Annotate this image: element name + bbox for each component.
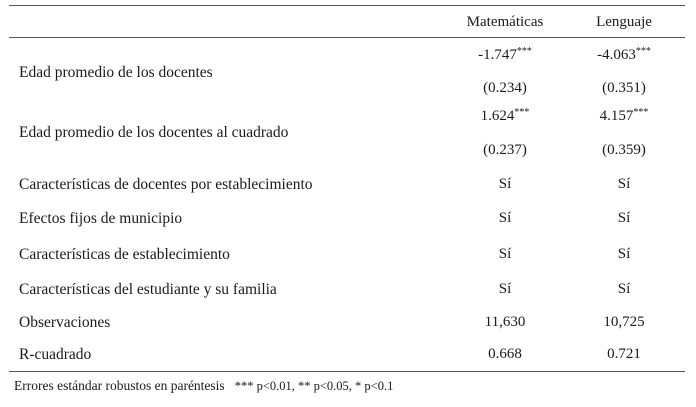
se-edad2-matematicas: (0.237) [483,142,527,158]
row-label-efectos-fijos: Efectos fijos de municipio [19,210,183,227]
column-header-matematicas: Matemáticas [466,14,544,30]
value-r2-lenguaje: 0.721 [607,346,641,362]
coef-stars: *** [635,46,651,57]
coef-edad2-lenguaje [600,109,649,124]
coef-stars: *** [633,107,649,118]
row-label-observaciones: Observaciones [19,314,111,331]
value-efectos-lenguaje: Sí [617,210,631,226]
coef-stars: *** [514,107,530,118]
value-observaciones-matematicas: 11,630 [484,314,526,330]
coef-value: 1.624 [480,108,515,124]
value-estudiante-lenguaje: Sí [617,281,631,297]
table-footnote [14,378,393,394]
footnote-text: Errores estándar robustos en paréntesis [14,378,225,393]
row-label-caracteristicas-estudiante: Características del estudiante y su familia [19,281,277,298]
footnote-significance: *** p<0.01, ** p<0.05, * p<0.1 [234,379,394,393]
row-label-edad-promedio: Edad promedio de los docentes [19,64,213,81]
coef-value: -1.747 [478,47,517,63]
table-top-rule [9,5,685,6]
coef-edad2-matematicas [481,109,530,124]
value-r2-matematicas: 0.668 [488,346,522,362]
value-estudiante-matematicas: Sí [498,281,512,297]
table-bottom-rule [9,371,685,372]
row-label-r-cuadrado: R-cuadrado [19,346,92,363]
column-header-lenguaje: Lenguaje [596,14,652,30]
coef-value: 4.157 [599,108,634,124]
value-establecimiento-lenguaje: Sí [617,246,631,262]
coef-stars: *** [516,46,532,57]
table-header-rule [9,37,685,38]
value-docentes-lenguaje: Sí [617,176,631,192]
coef-edad-matematicas [478,48,532,63]
row-label-caracteristicas-establecimiento: Características de establecimiento [19,246,230,263]
row-label-caracteristicas-docentes: Características de docentes por establecimiento [19,176,313,193]
row-label-edad-cuadrado: Edad promedio de los docentes al cuadrado [19,124,289,141]
value-efectos-matematicas: Sí [498,210,512,226]
coef-value: -4.063 [597,47,636,63]
se-edad2-lenguaje: (0.359) [602,142,646,158]
coef-edad-lenguaje [597,48,651,63]
value-establecimiento-matematicas: Sí [498,246,512,262]
value-observaciones-lenguaje: 10,725 [603,314,645,330]
se-edad-lenguaje: (0.351) [602,80,646,96]
value-docentes-matematicas: Sí [498,176,512,192]
se-edad-matematicas: (0.234) [483,80,527,96]
